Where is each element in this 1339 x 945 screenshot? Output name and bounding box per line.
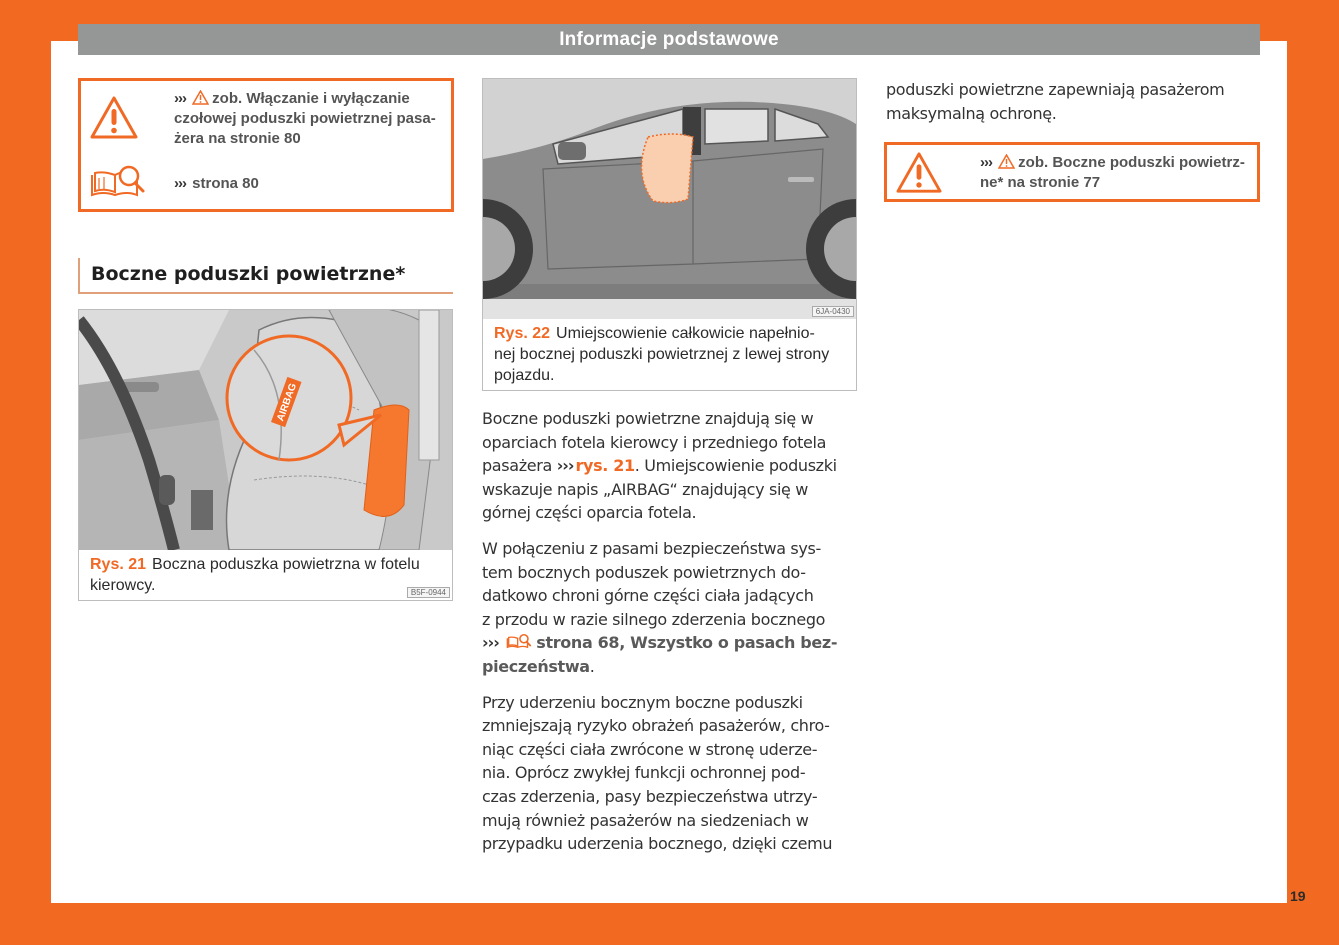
warning-text-line[interactable]: ne* na stronie 77	[980, 174, 1101, 191]
body-text-right: poduszki powietrzne zapewniają pasażerom maksymalną ochronę.	[886, 80, 1225, 123]
paragraph-2: W połączeniu z pasami bezpieczeństwa sys- tem bocznych poduszek powietrznych do- datkowo chroni górne części ciała jadących z przodu w razie silnego zderzenia bocznego ››› strona 68, Wszystko o pasach bez- pieczeństwa.	[482, 538, 838, 676]
figure-caption: pojazdu.	[494, 367, 555, 384]
figure-caption: nej bocznej poduszki powietrznej z lewej strony	[494, 346, 830, 363]
warning-text-line[interactable]: żera na stronie 80	[174, 130, 301, 147]
figure-21-link[interactable]: rys. 21	[575, 456, 635, 476]
page-reference-link[interactable]: ››› strona 80	[174, 175, 259, 192]
chevron-link-icon: ›››	[556, 456, 574, 476]
warning-triangle-icon	[89, 95, 139, 141]
figure-caption: kierowcy.	[90, 577, 156, 594]
paragraph-1: Boczne poduszki powietrzne znajdują się w oparciach fotela kierowcy i przedniego fotela pasażera ››› rys. 21. Umiejscowienie poduszki wskazuje napis „AIRBAG“ znajdujący się w górnej części oparcia fotela.	[482, 409, 837, 523]
figure-label: Rys. 22	[494, 325, 551, 342]
airbag-badge: AIRBAG	[275, 381, 300, 423]
figure-22	[482, 78, 857, 391]
warning-text-line[interactable]: czołowej poduszki powietrznej pasa-	[174, 110, 436, 127]
figure-caption: Umiejscowienie całkowicie napełnio-	[556, 325, 815, 342]
car-side-illustration	[483, 79, 856, 319]
mini-warning-icon	[192, 90, 209, 105]
book-magnifier-icon	[89, 163, 147, 199]
book-magnifier-icon	[506, 632, 532, 650]
figure-code: B5F-0944	[407, 587, 450, 598]
body-text-middle	[482, 407, 867, 868]
chapter-header: Informacje podstawowe	[78, 24, 1260, 55]
mini-warning-icon	[998, 154, 1015, 169]
figure-label: Rys. 21	[90, 556, 147, 573]
paragraph-3: Przy uderzeniu bocznym boczne poduszki zmniejszają ryzyko obrażeń pasażerów, chro- niąc części ciała zwrócone w stronę uderze- nia. Oprócz zwykłej funkcji ochronnej pod- czas zderzenia, pasy bezpieczeństwa utrzy- mują również pasażerów na siedzeniach w przypadku uderzenia bocznego, dzięki czemu	[482, 692, 833, 854]
figure-caption: Boczna poduszka powietrzna w fotelu	[152, 556, 420, 573]
figure-code: 6JA-0430	[812, 306, 854, 317]
seat-belts-reference-link[interactable]: ››› strona 68, Wszystko o pasach bez- pieczeństwa	[482, 633, 838, 676]
chevron-link-icon: ›››	[174, 175, 186, 192]
seat-airbag-illustration	[79, 310, 452, 550]
chevron-link-icon: ›››	[980, 154, 992, 171]
chevron-link-icon: ›››	[482, 633, 499, 653]
chevron-link-icon: ›››	[174, 90, 186, 107]
warning-text-line[interactable]: ››› zob. Włączanie i wyłączanie	[174, 90, 410, 107]
warning-box-front-airbag	[78, 78, 454, 212]
figure-21	[78, 309, 453, 601]
warning-text-line[interactable]: ››› zob. Boczne poduszki powietrz-	[980, 154, 1245, 171]
section-title: Boczne poduszki powietrzne*	[78, 258, 453, 294]
page-number: 19	[1290, 888, 1306, 904]
warning-triangle-icon	[895, 151, 943, 195]
warning-box-side-airbags	[884, 142, 1260, 202]
